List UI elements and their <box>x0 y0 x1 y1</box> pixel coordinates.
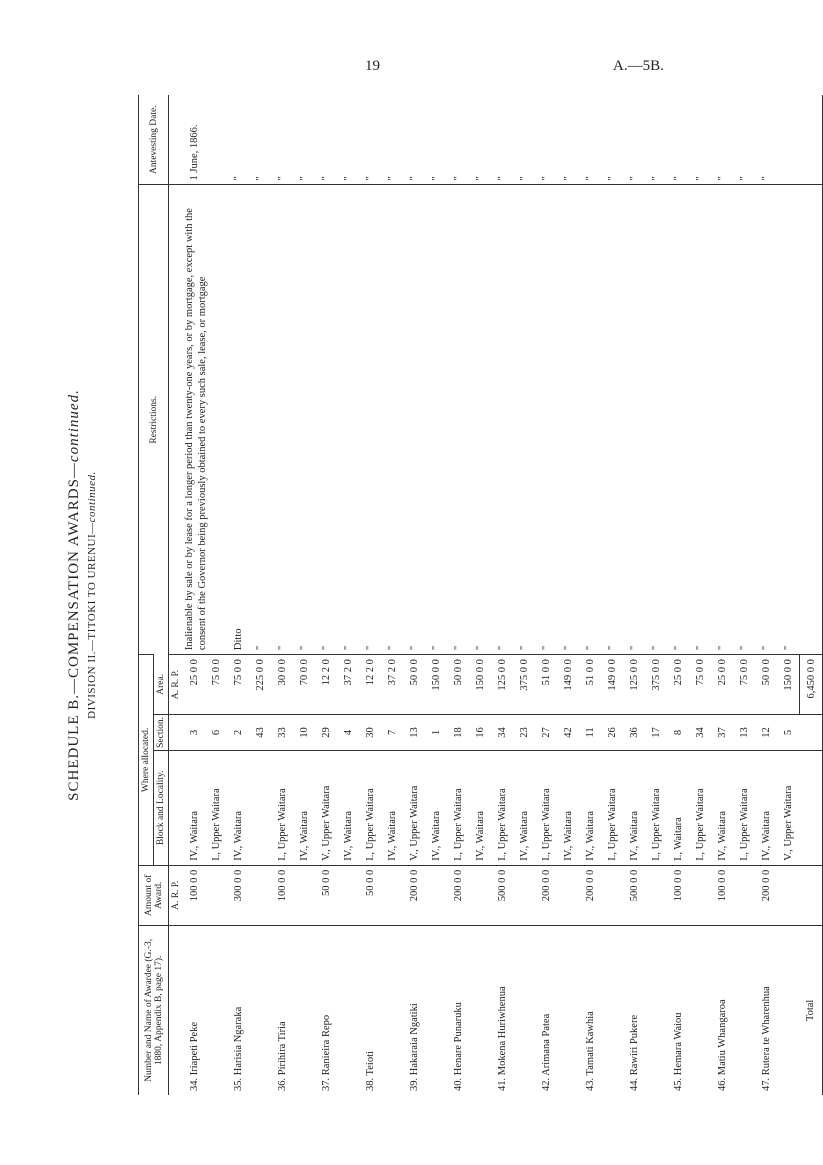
division-title <box>86 95 98 1095</box>
restriction-text: " <box>469 185 491 655</box>
section-number: 8 <box>667 715 689 751</box>
table-row <box>469 95 491 1095</box>
antevesting-date: " <box>540 176 552 181</box>
award-amount: 500 0 0 <box>491 865 513 925</box>
table-row <box>227 95 249 1095</box>
area-value: 149 0 0 <box>557 655 579 715</box>
restriction-text: Ditto <box>227 185 249 655</box>
restriction-text: " <box>315 185 337 655</box>
section-number: 11 <box>579 715 601 751</box>
awardee-name <box>557 925 579 1095</box>
table-row <box>755 95 777 1095</box>
block-locality: IV., Waitara <box>755 750 777 865</box>
amount-units: A. R. P. <box>169 865 184 925</box>
antevesting-date <box>777 95 800 185</box>
section-number: 17 <box>645 715 667 751</box>
area-value: 50 0 0 <box>403 655 425 715</box>
section-number: 37 <box>711 715 733 751</box>
col-header-where: Where allocated. <box>139 655 154 866</box>
restriction-text: " <box>755 185 777 655</box>
block-locality: IV., Waitara <box>579 750 601 865</box>
col-header-restrictions: Restrictions. <box>139 185 169 655</box>
block-locality: I., Upper Waitara <box>359 750 381 865</box>
restriction-text: " <box>557 185 579 655</box>
section-number: 6 <box>205 715 227 751</box>
block-locality: IV., Waitara <box>425 750 447 865</box>
table-row <box>711 95 733 1095</box>
awardee-name <box>645 925 667 1095</box>
antevesting-date: " <box>650 176 662 181</box>
antevesting-date: " <box>694 176 706 181</box>
antevesting-date: " <box>606 176 618 181</box>
awardee-name <box>601 925 623 1095</box>
table-row <box>249 95 271 1095</box>
awardee-name <box>337 925 359 1095</box>
area-value: 225 0 0 <box>249 655 271 715</box>
area-value: 37 2 0 <box>337 655 359 715</box>
section-number: 12 <box>755 715 777 751</box>
table-row <box>557 95 579 1095</box>
total-label: Total <box>800 925 823 1095</box>
col-header-area: Area. <box>154 655 169 715</box>
table-row <box>381 95 403 1095</box>
antevesting-date: " <box>232 176 244 181</box>
antevesting-date: " <box>364 176 376 181</box>
antevesting-date: " <box>518 176 530 181</box>
area-units: A. R. P. <box>169 655 184 715</box>
restriction-text: " <box>535 185 557 655</box>
section-number: 13 <box>403 715 425 751</box>
section-number: 30 <box>359 715 381 751</box>
section-number: 26 <box>601 715 623 751</box>
table-row <box>623 95 645 1095</box>
restriction-text: " <box>381 185 403 655</box>
restriction-text: " <box>447 185 469 655</box>
block-locality: I., Upper Waitara <box>689 750 711 865</box>
block-locality: IV., Waitara <box>469 750 491 865</box>
area-value: 125 0 0 <box>623 655 645 715</box>
block-locality: IV., Waitara <box>337 750 359 865</box>
section-number: 27 <box>535 715 557 751</box>
document-reference: A.—5B. <box>613 58 664 74</box>
award-amount <box>249 865 271 925</box>
block-locality: I., Upper Waitara <box>205 750 227 865</box>
award-amount: 300 0 0 <box>227 865 249 925</box>
awardee-name <box>733 925 755 1095</box>
awardee-name: 45. Hemara Waiou <box>667 925 689 1095</box>
block-locality: I., Upper Waitara <box>491 750 513 865</box>
table-row <box>293 95 315 1095</box>
restriction-text: " <box>249 185 271 655</box>
award-amount: 500 0 0 <box>623 865 645 925</box>
antevesting-date: " <box>738 176 750 181</box>
award-amount: 100 0 0 <box>711 865 733 925</box>
section-number: 36 <box>623 715 645 751</box>
awardee-name <box>293 925 315 1095</box>
awardee-name <box>513 925 535 1095</box>
awardee-name <box>689 925 711 1095</box>
award-amount <box>601 865 623 925</box>
table-row <box>579 95 601 1095</box>
section-number: 43 <box>249 715 271 751</box>
awardee-name: 41. Mokena Huriwhenua <box>491 925 513 1095</box>
table-row <box>403 95 425 1095</box>
antevesting-date: " <box>584 176 596 181</box>
area-value: 150 0 0 <box>469 655 491 715</box>
awardee-name: 46. Matiu Whangaroa <box>711 925 733 1095</box>
block-locality: I., Upper Waitara <box>271 750 293 865</box>
awardee-name: 37. Ranieira Repo <box>315 925 337 1095</box>
award-amount <box>777 865 800 925</box>
block-locality: V., Upper Waitara <box>403 750 425 865</box>
restriction-text: " <box>645 185 667 655</box>
awardee-name <box>469 925 491 1095</box>
division-main: DIVISION II.—TITOKI TO URENUI— <box>86 522 98 719</box>
antevesting-date: " <box>628 176 640 181</box>
table-row <box>645 95 667 1095</box>
antevesting-date: " <box>716 176 728 181</box>
area-value: 12 2 0 <box>315 655 337 715</box>
block-locality: IV., Waitara <box>183 750 205 865</box>
area-value: 50 0 0 <box>447 655 469 715</box>
restriction-text: Inalienable by sale or by lease for a longer period than twenty-one years, or by mortgage, except with the consent of the Governor being previously obtained to every such sale, lease, or mortgage <box>183 185 227 655</box>
awardee-name <box>381 925 403 1095</box>
block-locality: IV., Waitara <box>623 750 645 865</box>
total-row <box>800 95 823 1095</box>
restriction-text: " <box>359 185 381 655</box>
area-value: 51 0 0 <box>579 655 601 715</box>
block-locality <box>249 750 271 865</box>
table-row <box>667 95 689 1095</box>
block-locality: IV., Waitara <box>711 750 733 865</box>
award-amount <box>469 865 491 925</box>
division-italic: continued. <box>86 471 98 523</box>
awardee-name <box>777 925 800 1095</box>
col-header-date: Antevesting Date. <box>139 95 169 185</box>
col-header-section: Section. <box>154 715 169 751</box>
award-amount <box>205 865 227 925</box>
section-number: 4 <box>337 715 359 751</box>
award-amount: 200 0 0 <box>447 865 469 925</box>
area-value: 30 0 0 <box>271 655 293 715</box>
area-value: 75 0 0 <box>205 655 227 715</box>
section-number: 13 <box>733 715 755 751</box>
section-number: 42 <box>557 715 579 751</box>
award-amount: 200 0 0 <box>535 865 557 925</box>
block-locality: V., Upper Waitara <box>777 750 800 865</box>
section-number: 33 <box>271 715 293 751</box>
awardee-name: 39. Hakaraia Ngatiki <box>403 925 425 1095</box>
awards-table <box>138 95 823 1095</box>
area-value: 75 0 0 <box>227 655 249 715</box>
restriction-text: " <box>293 185 315 655</box>
award-amount <box>557 865 579 925</box>
page-number: 19 <box>365 58 380 74</box>
antevesting-date: " <box>320 176 332 181</box>
area-value: 50 0 0 <box>755 655 777 715</box>
awardee-name <box>425 925 447 1095</box>
block-locality: IV., Waitara <box>293 750 315 865</box>
antevesting-date: " <box>474 176 486 181</box>
table-row <box>689 95 711 1095</box>
col-header-block: Block and Locality. <box>154 750 169 865</box>
area-value: 75 0 0 <box>689 655 711 715</box>
restriction-text: " <box>601 185 623 655</box>
section-number: 5 <box>777 715 800 751</box>
area-value: 125 0 0 <box>491 655 513 715</box>
restriction-text: " <box>777 185 800 655</box>
block-locality: V., Upper Waitara <box>315 750 337 865</box>
antevesting-date: 1 June, 1866. <box>188 124 200 181</box>
title-main: SCHEDULE B.—COMPENSATION AWARDS— <box>66 462 82 801</box>
restriction-text: " <box>491 185 513 655</box>
block-locality: IV., Waitara <box>227 750 249 865</box>
area-value: 51 0 0 <box>535 655 557 715</box>
antevesting-date: " <box>386 176 398 181</box>
table-row <box>447 95 469 1095</box>
antevesting-date: " <box>672 176 684 181</box>
table-row <box>271 95 293 1095</box>
restriction-text: " <box>513 185 535 655</box>
award-amount <box>513 865 535 925</box>
award-amount: 200 0 0 <box>579 865 601 925</box>
antevesting-date: " <box>562 176 574 181</box>
table-row <box>777 95 800 1095</box>
section-number: 16 <box>469 715 491 751</box>
antevesting-date: " <box>430 176 442 181</box>
schedule-title <box>66 95 83 1095</box>
section-number: 10 <box>293 715 315 751</box>
antevesting-date: " <box>452 176 464 181</box>
award-amount <box>733 865 755 925</box>
award-amount <box>337 865 359 925</box>
awardee-name: 40. Henare Punaruku <box>447 925 469 1095</box>
restriction-text: " <box>733 185 755 655</box>
antevesting-date: " <box>408 176 420 181</box>
antevesting-date <box>205 95 227 185</box>
awardee-name <box>205 925 227 1095</box>
award-amount <box>293 865 315 925</box>
area-value: 75 0 0 <box>733 655 755 715</box>
antevesting-date: " <box>254 176 266 181</box>
award-amount: 100 0 0 <box>271 865 293 925</box>
award-amount: 50 0 0 <box>315 865 337 925</box>
col-header-amount: Amount of Award. <box>139 865 169 925</box>
area-value: 37 2 0 <box>381 655 403 715</box>
restriction-text: " <box>337 185 359 655</box>
antevesting-date: " <box>298 176 310 181</box>
block-locality: I., Upper Waitara <box>645 750 667 865</box>
section-number: 23 <box>513 715 535 751</box>
area-value: 70 0 0 <box>293 655 315 715</box>
restriction-text: " <box>667 185 689 655</box>
awardee-name: 38. Teioti <box>359 925 381 1095</box>
area-value: 25 0 0 <box>711 655 733 715</box>
antevesting-date: " <box>342 176 354 181</box>
section-number: 29 <box>315 715 337 751</box>
award-amount <box>689 865 711 925</box>
section-number: 1 <box>425 715 447 751</box>
block-locality: I., Upper Waitara <box>447 750 469 865</box>
table-row <box>359 95 381 1095</box>
table-row <box>183 95 205 1095</box>
block-locality: I., Waitara <box>667 750 689 865</box>
table-body <box>183 95 823 1095</box>
restriction-text: " <box>271 185 293 655</box>
area-value: 375 0 0 <box>645 655 667 715</box>
area-value: 149 0 0 <box>601 655 623 715</box>
area-value: 12 2 0 <box>359 655 381 715</box>
award-amount: 100 0 0 <box>183 865 205 925</box>
block-locality: I., Upper Waitara <box>535 750 557 865</box>
table-row <box>601 95 623 1095</box>
award-amount <box>425 865 447 925</box>
block-locality: IV., Waitara <box>381 750 403 865</box>
awardee-name: 42. Arimana Patea <box>535 925 557 1095</box>
table-row <box>425 95 447 1095</box>
area-value: 375 0 0 <box>513 655 535 715</box>
awardee-name: 44. Rawiri Pukere <box>623 925 645 1095</box>
table-row <box>535 95 557 1095</box>
section-number: 3 <box>183 715 205 751</box>
area-value: 150 0 0 <box>777 655 800 715</box>
section-number: 2 <box>227 715 249 751</box>
table-row <box>337 95 359 1095</box>
award-amount: 200 0 0 <box>755 865 777 925</box>
restriction-text: " <box>689 185 711 655</box>
rotated-schedule <box>66 95 817 1095</box>
block-locality: I., Upper Waitara <box>733 750 755 865</box>
award-amount: 100 0 0 <box>667 865 689 925</box>
section-number: 7 <box>381 715 403 751</box>
table-row <box>513 95 535 1095</box>
restriction-text: " <box>425 185 447 655</box>
block-locality: I., Upper Waitara <box>601 750 623 865</box>
restriction-text: " <box>579 185 601 655</box>
table-row <box>315 95 337 1095</box>
area-value: 25 0 0 <box>183 655 205 715</box>
antevesting-date: " <box>760 176 772 181</box>
block-locality: IV., Waitara <box>557 750 579 865</box>
area-value: 150 0 0 <box>425 655 447 715</box>
block-locality: IV., Waitara <box>513 750 535 865</box>
total-area: 6,450 0 0 <box>800 655 823 715</box>
title-italic: continued. <box>66 389 82 463</box>
awardee-name: 47. Rutera te Wharenhua <box>755 925 777 1095</box>
award-amount <box>645 865 667 925</box>
award-amount <box>381 865 403 925</box>
awardee-name: 34. Iriapeti Peke <box>183 925 205 1095</box>
restriction-text: " <box>623 185 645 655</box>
awardee-name: 36. Pirihira Tiria <box>271 925 293 1095</box>
antevesting-date: " <box>496 176 508 181</box>
awardee-name <box>249 925 271 1095</box>
award-amount: 200 0 0 <box>403 865 425 925</box>
section-number: 34 <box>491 715 513 751</box>
section-number: 18 <box>447 715 469 751</box>
table-row <box>491 95 513 1095</box>
area-value: 25 0 0 <box>667 655 689 715</box>
awardee-name: 35. Harisia Ngaraka <box>227 925 249 1095</box>
awardee-name: 43. Tamati Kawhia <box>579 925 601 1095</box>
restriction-text: " <box>403 185 425 655</box>
col-header-name: Number and Name of Awardee (G.-3, 1880, Appendix B, page 17). <box>139 925 169 1095</box>
award-amount: 50 0 0 <box>359 865 381 925</box>
antevesting-date: " <box>276 176 288 181</box>
table-row <box>733 95 755 1095</box>
restriction-text: " <box>711 185 733 655</box>
section-number: 34 <box>689 715 711 751</box>
